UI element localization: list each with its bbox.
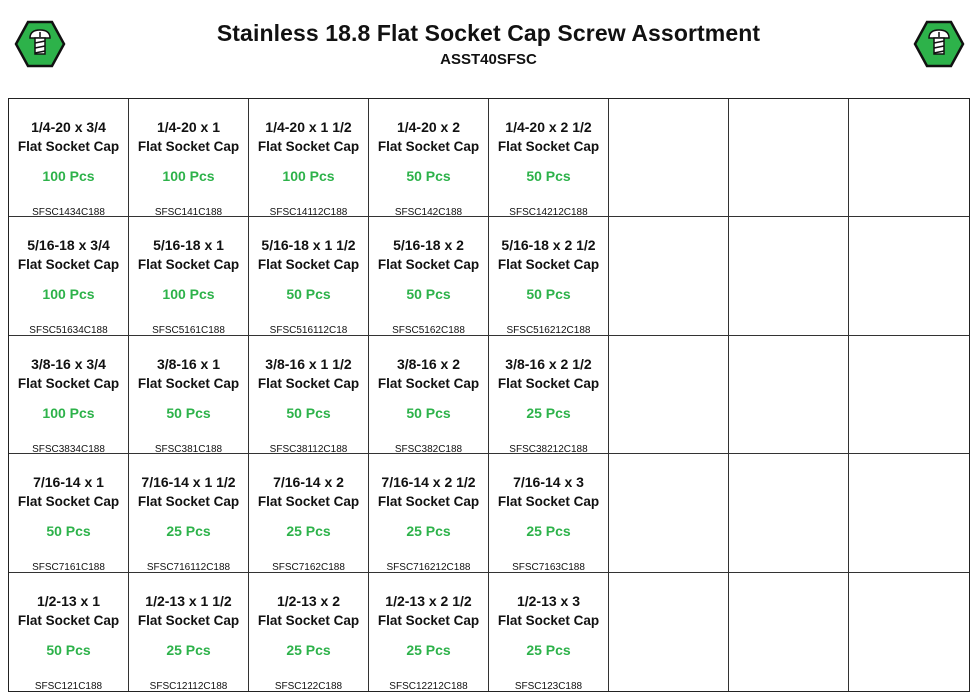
empty-compartment (729, 99, 849, 217)
screw-type: Flat Socket Cap (17, 257, 120, 273)
empty-compartment (849, 454, 969, 572)
screw-size: 3/8-16 x 1 (156, 355, 221, 372)
screw-size: 5/16-18 x 1 (153, 237, 224, 254)
compartment (249, 217, 369, 335)
screw-type: Flat Socket Cap (17, 375, 120, 391)
part-number: SFSC12212C188 (389, 680, 468, 692)
piece-count: 25 Pcs (406, 523, 451, 540)
part-number: SFSC141C188 (154, 207, 223, 218)
piece-count: 100 Pcs (282, 168, 335, 184)
compartment (9, 336, 129, 454)
compartment (129, 336, 249, 454)
part-number: SFSC38212C188 (509, 443, 588, 455)
empty-compartment (849, 573, 969, 691)
screw-size: 1/2-13 x 2 (276, 592, 341, 609)
screw-type: Flat Socket Cap (377, 494, 480, 510)
compartment (369, 454, 489, 572)
empty-compartment (609, 573, 729, 691)
piece-count: 50 Pcs (526, 168, 571, 184)
piece-count: 100 Pcs (42, 286, 95, 303)
page-title: Stainless 18.8 Flat Socket Cap Screw Assortment (216, 20, 761, 46)
screw-size: 5/16-18 x 1 1/2 (261, 237, 356, 254)
compartment (249, 99, 369, 217)
screw-size: 7/16-14 x 3 (513, 474, 584, 491)
screw-size: 1/2-13 x 1 (36, 592, 101, 609)
screw-size: 1/4-20 x 3/4 (31, 119, 106, 135)
part-number: SFSC516212C188 (506, 325, 591, 337)
piece-count: 25 Pcs (526, 641, 571, 658)
part-number: SFSC716112C188 (146, 562, 231, 574)
empty-compartment (729, 573, 849, 691)
part-number: SFSC7163C188 (512, 562, 585, 574)
compartment (9, 217, 129, 335)
empty-compartment (729, 217, 849, 335)
compartment (9, 573, 129, 691)
assortment-code: ASST40SFSC (440, 51, 537, 68)
screw-size: 3/8-16 x 2 1/2 (505, 355, 592, 372)
part-number: SFSC38112C188 (269, 443, 348, 455)
part-number: SFSC381C188 (154, 443, 223, 455)
compartment (369, 336, 489, 454)
piece-count: 50 Pcs (406, 404, 451, 421)
piece-count: 50 Pcs (286, 286, 331, 303)
screw-type: Flat Socket Cap (137, 375, 240, 391)
screw-size: 1/4-20 x 1 1/2 (265, 119, 352, 135)
compartment (489, 217, 609, 335)
piece-count: 25 Pcs (526, 404, 571, 421)
screw-size: 3/8-16 x 1 1/2 (265, 355, 352, 372)
compartment (129, 217, 249, 335)
piece-count: 100 Pcs (162, 168, 215, 184)
screw-type: Flat Socket Cap (377, 612, 480, 628)
piece-count: 50 Pcs (166, 404, 211, 421)
part-number: SFSC5162C188 (392, 325, 465, 337)
screw-size: 5/16-18 x 3/4 (27, 237, 110, 254)
screw-type: Flat Socket Cap (497, 612, 600, 628)
compartment (489, 454, 609, 572)
part-number: SFSC51634C188 (29, 325, 108, 337)
screw-type: Flat Socket Cap (377, 375, 480, 391)
screw-type: Flat Socket Cap (497, 257, 600, 273)
compartment (9, 454, 129, 572)
part-number: SFSC14112C188 (269, 207, 348, 218)
screw-size: 3/8-16 x 3/4 (31, 355, 106, 372)
screw-type: Flat Socket Cap (137, 257, 240, 273)
compartment (129, 454, 249, 572)
empty-compartment (849, 336, 969, 454)
empty-compartment (609, 217, 729, 335)
compartment (369, 217, 489, 335)
piece-count: 50 Pcs (526, 286, 571, 303)
piece-count: 25 Pcs (286, 523, 331, 540)
piece-count: 25 Pcs (286, 641, 331, 658)
compartment (249, 454, 369, 572)
screw-size: 1/2-13 x 3 (516, 592, 581, 609)
compartment (489, 336, 609, 454)
screw-size: 7/16-14 x 2 1/2 (381, 474, 476, 491)
screw-type: Flat Socket Cap (497, 494, 600, 510)
part-number: SFSC14212C188 (509, 207, 588, 218)
screw-size: 7/16-14 x 1 1/2 (141, 474, 236, 491)
piece-count: 50 Pcs (46, 641, 91, 658)
screw-type: Flat Socket Cap (257, 375, 360, 391)
part-number: SFSC142C188 (394, 207, 463, 218)
screw-size: 3/8-16 x 2 (396, 355, 461, 372)
empty-compartment (609, 99, 729, 217)
part-number: SFSC382C188 (394, 443, 463, 455)
piece-count: 25 Pcs (166, 641, 211, 658)
piece-count: 50 Pcs (406, 286, 451, 303)
piece-count: 100 Pcs (162, 286, 215, 303)
empty-compartment (729, 454, 849, 572)
compartment (249, 336, 369, 454)
screw-size: 5/16-18 x 2 1/2 (501, 237, 596, 254)
screw-type: Flat Socket Cap (497, 139, 600, 154)
screw-size: 1/2-13 x 2 1/2 (385, 592, 472, 609)
part-number: SFSC7161C188 (32, 562, 105, 574)
compartment (369, 99, 489, 217)
compartment (129, 99, 249, 217)
screw-size: 7/16-14 x 2 (273, 474, 344, 491)
screw-type: Flat Socket Cap (137, 494, 240, 510)
empty-compartment (609, 454, 729, 572)
screw-type: Flat Socket Cap (17, 494, 120, 510)
compartment (369, 573, 489, 691)
part-number: SFSC7162C188 (272, 562, 345, 574)
piece-count: 25 Pcs (166, 523, 211, 540)
screw-size: 7/16-14 x 1 (33, 474, 104, 491)
piece-count: 100 Pcs (42, 404, 95, 421)
screw-type: Flat Socket Cap (257, 612, 360, 628)
piece-count: 25 Pcs (406, 641, 451, 658)
part-number: SFSC121C188 (34, 680, 103, 692)
piece-count: 100 Pcs (42, 168, 95, 184)
part-number: SFSC5161C188 (152, 325, 225, 337)
screw-type: Flat Socket Cap (257, 139, 360, 154)
empty-compartment (849, 99, 969, 217)
screw-type: Flat Socket Cap (137, 612, 240, 628)
compartment (489, 99, 609, 217)
screw-size: 1/4-20 x 2 (396, 119, 461, 135)
compartment (129, 573, 249, 691)
compartment (9, 99, 129, 217)
screw-type: Flat Socket Cap (137, 139, 240, 154)
screw-size: 1/4-20 x 2 1/2 (505, 119, 592, 135)
piece-count: 50 Pcs (46, 523, 91, 540)
empty-compartment (609, 336, 729, 454)
part-number: SFSC516112C18 (269, 325, 348, 337)
screw-size: 5/16-18 x 2 (393, 237, 464, 254)
screw-size: 1/4-20 x 1 (156, 119, 221, 135)
screw-type: Flat Socket Cap (497, 375, 600, 391)
screw-type: Flat Socket Cap (257, 257, 360, 273)
part-number: SFSC122C188 (274, 680, 343, 692)
piece-count: 50 Pcs (286, 404, 331, 421)
piece-count: 50 Pcs (406, 168, 451, 184)
part-number: SFSC1434C188 (32, 207, 105, 218)
compartment (489, 573, 609, 691)
compartment (249, 573, 369, 691)
piece-count: 25 Pcs (526, 523, 571, 540)
screw-type: Flat Socket Cap (17, 612, 120, 628)
screw-type: Flat Socket Cap (257, 494, 360, 510)
empty-compartment (849, 217, 969, 335)
screw-type: Flat Socket Cap (377, 257, 480, 273)
part-number: SFSC12112C188 (149, 680, 228, 692)
assortment-grid (8, 98, 970, 692)
part-number: SFSC3834C188 (32, 443, 105, 455)
screw-size: 1/2-13 x 1 1/2 (145, 592, 232, 609)
part-number: SFSC123C188 (514, 680, 583, 692)
empty-compartment (729, 336, 849, 454)
screw-type: Flat Socket Cap (377, 139, 480, 154)
part-number: SFSC716212C188 (386, 562, 471, 574)
screw-type: Flat Socket Cap (17, 139, 120, 154)
